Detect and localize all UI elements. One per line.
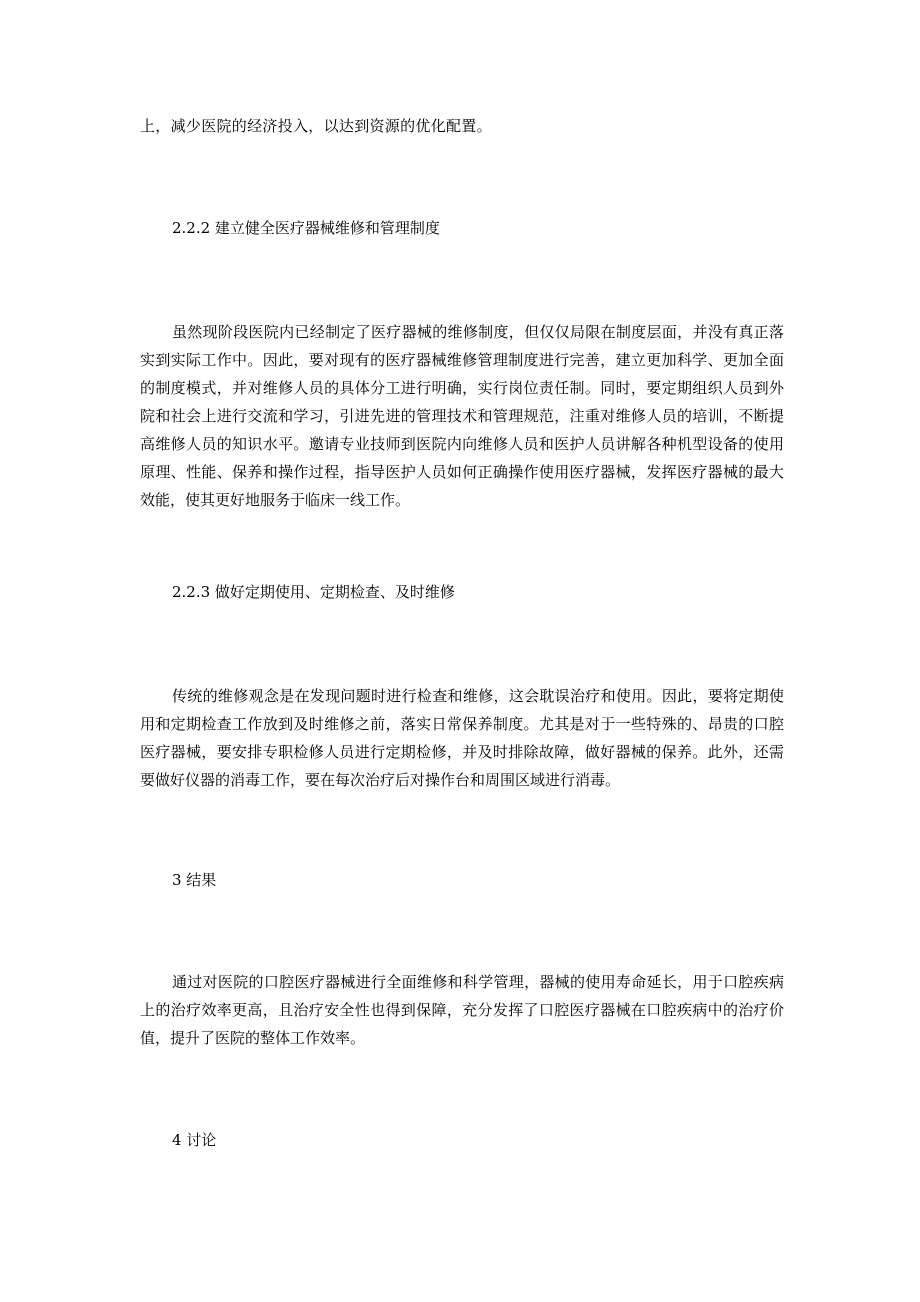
section-heading-2-2-2: 2.2.2 建立健全医疗器械维修和管理制度: [172, 219, 440, 237]
section-heading-4: 4 讨论: [172, 1131, 217, 1149]
section-heading-3: 3 结果: [172, 871, 217, 889]
section-paragraph-2-2-3: 传统的维修观念是在发现问题时进行检查和维修，这会耽误治疗和使用。因此，要将定期使用和定期检查工作放到及时维修之前，落实日常保养制度。尤其是对于一些特殊的、昂贵的口腔医疗器械，要安排专职检修人员进行定期检修，并及时排除故障，做好器械的保养。此外，还需要做好仪器的消毒工作，要在每次治疗后对操作台和周围区域进行消毒。: [140, 687, 784, 789]
section-paragraph-3: 通过对医院的口腔医疗器械进行全面维修和科学管理，器械的使用寿命延长，用于口腔疾病上的治疗效率更高，且治疗安全性也得到保障，充分发挥了口腔医疗器械在口腔疾病中的治疗价值，提升了医院的整体工作效率。: [140, 973, 784, 1047]
section-heading-2-2-3: 2.2.3 做好定期使用、定期检查、及时维修: [172, 583, 455, 601]
section-paragraph-2-2-2: 虽然现阶段医院内已经制定了医疗器械的维修制度，但仅仅局限在制度层面，并没有真正落实到实际工作中。因此，要对现有的医疗器械维修管理制度进行完善，建立更加科学、更加全面的制度模式，并对维修人员的具体分工进行明确，实行岗位责任制。同时，要定期组织人员到外院和社会上进行交流和学习，引进先进的管理技术和管理规范，注重对维修人员的培训，不断提高维修人员的知识水平。邀请专业技师到医院内向维修人员和医护人员讲解各种机型设备的使用原理、性能、保养和操作过程，指导医护人员如何正确操作使用医疗器械，发挥医疗器械的最大效能，使其更好地服务于临床一线工作。: [140, 323, 784, 509]
continuation-text: 上，减少医院的经济投入，以达到资源的优化配置。: [140, 117, 492, 135]
